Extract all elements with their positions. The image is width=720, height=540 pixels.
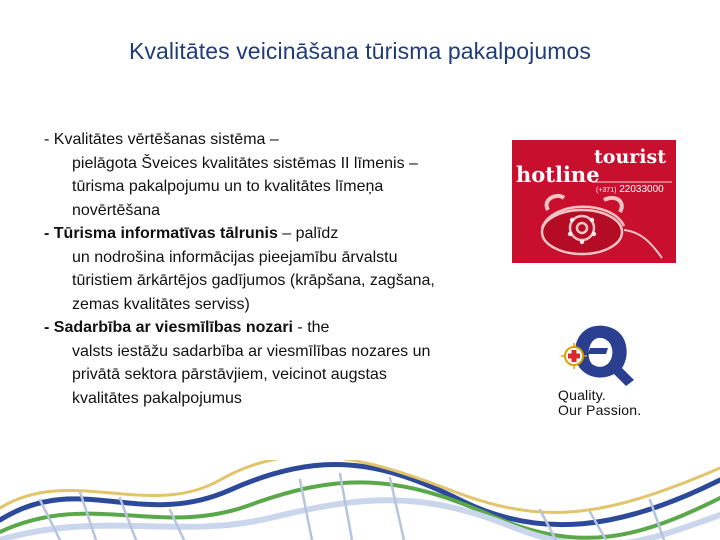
slide-title: Kvalitātes veicināšana tūrisma pakalpojumos bbox=[129, 38, 591, 64]
quality-our-passion-logo bbox=[556, 322, 660, 422]
bullet-item bbox=[44, 316, 444, 410]
hotline-phone bbox=[596, 184, 664, 195]
bullet-bold: - Sadarbība ar viesmīlības nozari bbox=[44, 319, 293, 336]
phone-number: 22033000 bbox=[619, 184, 664, 195]
bullet-rest: - the bbox=[292, 319, 330, 336]
hotline-word-tourist: tourist bbox=[594, 146, 666, 168]
decorative-wave-footer bbox=[0, 460, 720, 540]
tourist-hotline-image bbox=[512, 140, 676, 263]
tagline-line1: Quality. bbox=[558, 387, 607, 403]
phone-prefix: (+371) bbox=[596, 187, 617, 194]
bullet-item bbox=[44, 222, 444, 316]
hotline-word-hotline: hotline bbox=[516, 162, 600, 187]
bullet-item bbox=[44, 128, 444, 222]
bullet-bold: - Tūrisma informatīvas tālrunis bbox=[44, 225, 278, 242]
bullet-list bbox=[44, 128, 444, 410]
bullet-continuation: valsts iestāžu sadarbība ar viesmīlības nozares un privātā sektora pārstāvjiem, veicinot augstas kvalitātes pakalpojumus bbox=[72, 342, 431, 407]
bullet-continuation: un nodrošina informācijas pieejamību ārvalstu tūristiem ārkārtējos gadījumos (krāpšana, zagšana, zemas kvalitātes serviss) bbox=[72, 248, 435, 313]
tagline-line2: Our Passion. bbox=[558, 402, 642, 418]
bullet-rest: – palīdz bbox=[277, 225, 339, 242]
bullet-lead: - Kvalitātes vērtēšanas sistēma – bbox=[44, 131, 279, 148]
bullet-continuation: pielāgota Šveices kvalitātes sistēmas II līmenis – tūrisma pakalpojumu un to kvalitātes līmeņa novērtēšana bbox=[72, 154, 418, 219]
quality-q-icon bbox=[560, 322, 640, 390]
quality-tagline bbox=[558, 388, 662, 418]
